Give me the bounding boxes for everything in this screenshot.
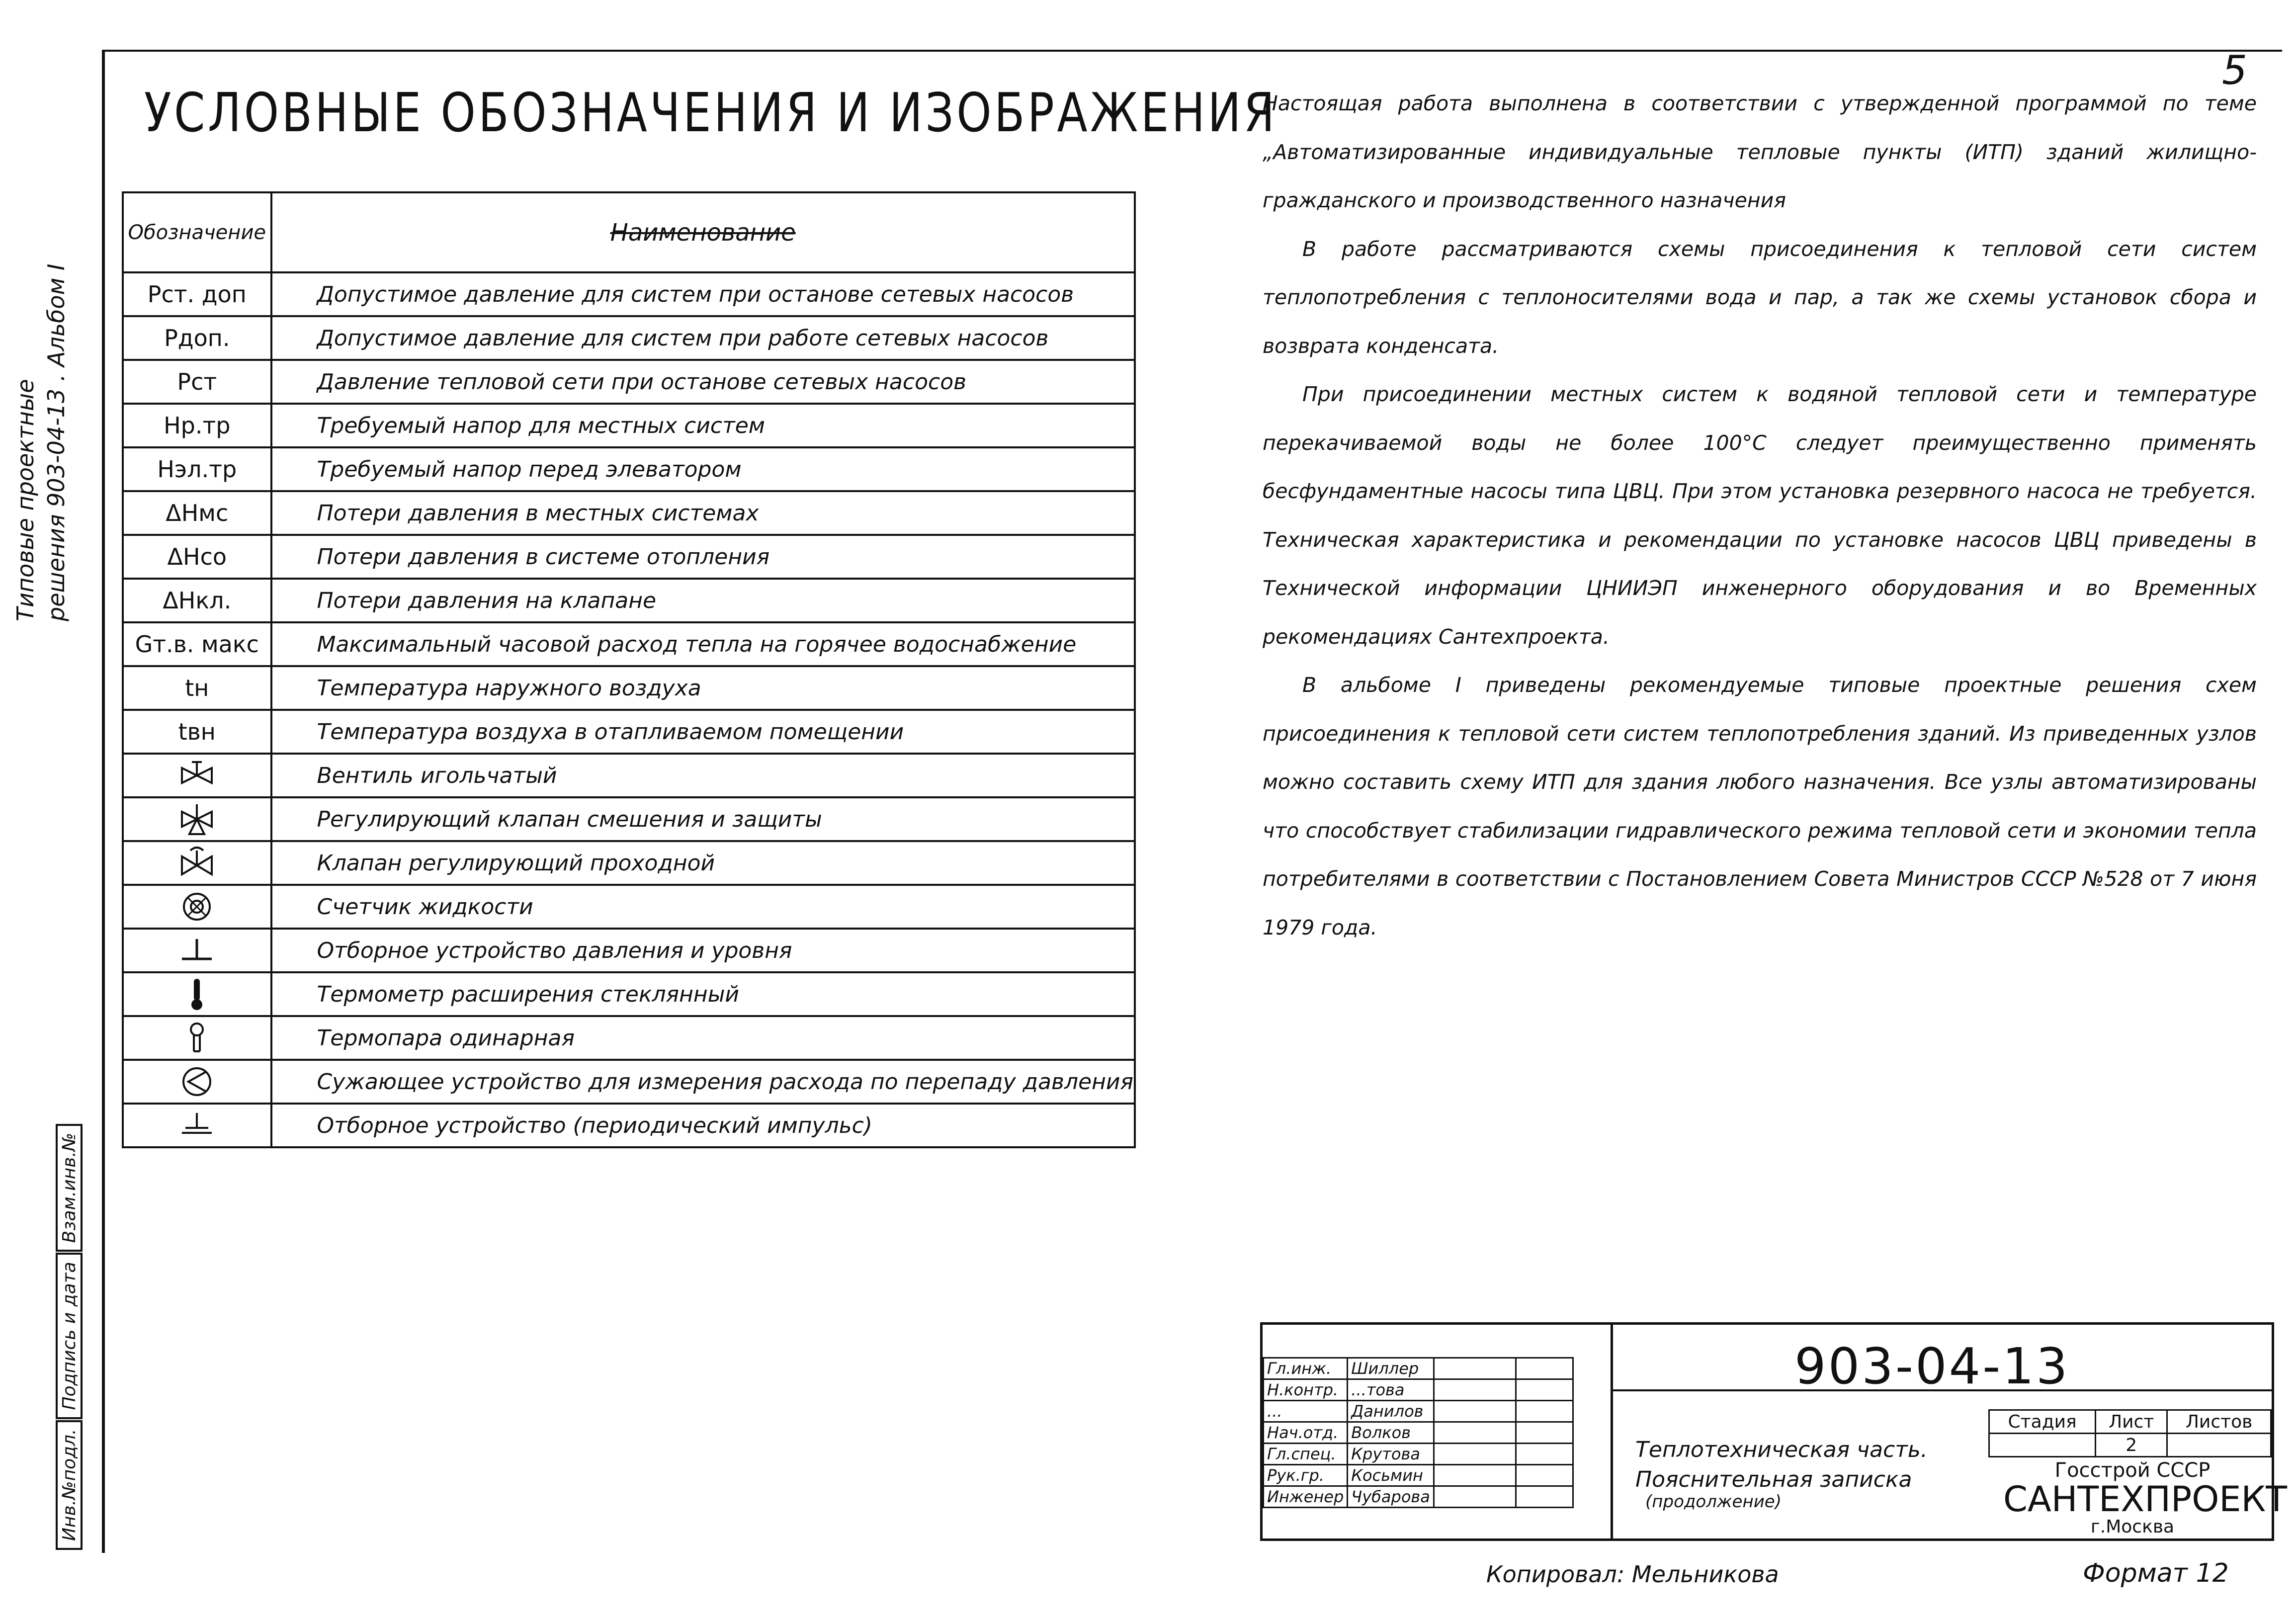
signature-row — [1264, 1486, 1573, 1508]
legend-name: Требуемый напор для местных систем — [271, 404, 1135, 447]
legend-name: Термопара одинарная — [271, 1016, 1135, 1060]
legend-name: Допустимое давление для систем при работе сетевых насосов — [271, 316, 1135, 360]
note-paragraph: В альбоме I приведены рекомендуемые типовые проектные решения схем присоединения к тепловой сети систем теплопотребления зданий. Из приведенных узлов можно составить схему ИТП для здания любого назначения. Все узлы автоматизированы что способствует стабилизации гидравлического режима тепловой сети и экономии тепла потребителями в соответствии с Постановлением Совета Министров СССР №528 от 7 июня 1979 года. — [1263, 673, 2257, 939]
legend-name: Допустимое давление для систем при останове сетевых насосов — [271, 272, 1135, 316]
pressure-tap-icon — [123, 929, 271, 972]
legend-row — [123, 316, 1135, 360]
legend-symbol: ΔНсо — [123, 535, 271, 579]
legend-name: Регулирующий клапан смешения и защиты — [271, 797, 1135, 841]
legend-name: Отборное устройство давления и уровня — [271, 929, 1135, 972]
thermocouple-icon — [123, 1016, 271, 1060]
legend-name: Требуемый напор перед элеватором — [271, 447, 1135, 491]
copied-by: Копировал: Мельникова — [1486, 1561, 1779, 1588]
legend-row — [123, 841, 1135, 885]
signature-name: Шиллер — [1348, 1358, 1434, 1379]
legend-name: Сужающее устройство для измерения расхода по перепаду давления — [271, 1060, 1135, 1104]
sheet-label: Лист — [2096, 1410, 2167, 1434]
date-cell — [1516, 1465, 1573, 1486]
signature-row — [1264, 1358, 1573, 1379]
note-paragraph: Настоящая работа выполнена в соответствии с утвержденной программой по теме „Автоматизированные индивидуальные тепловые пункты (ИТП) зданий жилищно-гражданского и производственного назначения — [1263, 91, 2257, 212]
date-cell — [1516, 1401, 1573, 1422]
legend-symbol: ΔНкл. — [123, 579, 271, 622]
page-number: 5 — [2222, 47, 2247, 93]
legend-row — [123, 579, 1135, 622]
stamp-cell: Инв.№подл. — [56, 1420, 83, 1550]
note-paragraph: При присоединении местных систем к водяной тепловой сети и температуре перекачиваемой воды не более 100°С следует преимущественно применять бесфундаментные насосы типа ЦВЦ. При этом установка резервного насоса не требуется. Техническая характеристика и рекомендации по установке насосов ЦВЦ приведены в Технической информации ЦНИИЭП инженерного оборудования и во Временных рекомендациях Сантехпроекта. — [1263, 382, 2257, 649]
signature-cell — [1434, 1444, 1516, 1465]
legend-name: Температура воздуха в отапливаемом помещении — [271, 710, 1135, 754]
sheet-info-table — [1988, 1409, 2272, 1457]
date-cell — [1516, 1444, 1573, 1465]
date-cell — [1516, 1486, 1573, 1508]
pulse-tap-icon — [123, 1104, 271, 1147]
approval-stamp — [55, 1123, 84, 1551]
signature-cell — [1434, 1465, 1516, 1486]
signature-cell — [1434, 1358, 1516, 1379]
legend-symbol: Рст — [123, 360, 271, 404]
signature-role: Гл.спец. — [1264, 1444, 1348, 1465]
legend-name: Термометр расширения стеклянный — [271, 972, 1135, 1016]
date-cell — [1516, 1379, 1573, 1401]
mixing-valve-icon — [123, 797, 271, 841]
legend-name: Клапан регулирующий проходной — [271, 841, 1135, 885]
signature-role: Инженер — [1264, 1486, 1348, 1508]
signature-row — [1264, 1422, 1573, 1444]
needle-valve-icon — [123, 754, 271, 797]
signature-role: Нач.отд. — [1264, 1422, 1348, 1444]
legend-row — [123, 272, 1135, 316]
legend-row — [123, 929, 1135, 972]
sheets-label: Листов — [2167, 1410, 2271, 1434]
thermometer-icon — [123, 972, 271, 1016]
signature-row — [1264, 1465, 1573, 1486]
legend-header-symbol: Обозначение — [123, 192, 271, 272]
legend-row — [123, 360, 1135, 404]
legend-row — [123, 491, 1135, 535]
legend-name: Потери давления на клапане — [271, 579, 1135, 622]
date-cell — [1516, 1358, 1573, 1379]
signature-role: Гл.инж. — [1264, 1358, 1348, 1379]
signature-row — [1264, 1444, 1573, 1465]
legend-symbol: ΔНмс — [123, 491, 271, 535]
sheet-value: 2 — [2096, 1434, 2167, 1457]
signature-name: Косьмин — [1348, 1465, 1434, 1486]
legend-row — [123, 797, 1135, 841]
signature-role: ... — [1264, 1401, 1348, 1422]
legend-row — [123, 710, 1135, 754]
legend-header-name: Наименование — [271, 192, 1135, 272]
signature-name: Чубарова — [1348, 1486, 1434, 1508]
paper-format: Формат 12 — [2083, 1558, 2229, 1588]
flow-meter-icon — [123, 885, 271, 929]
legend-row — [123, 1060, 1135, 1104]
note-paragraph: В работе рассматриваются схемы присоединения к тепловой сети систем теплопотребления с теплоносителями вода и пар, а так же схемы установок сбора и возврата конденсата. — [1263, 237, 2257, 358]
control-valve-icon — [123, 841, 271, 885]
legend-body — [123, 272, 1135, 1147]
sheets-value — [2167, 1434, 2271, 1457]
legend-row — [123, 666, 1135, 710]
legend-name: Давление тепловой сети при останове сетевых насосов — [271, 360, 1135, 404]
page-title: УСЛОВНЫЕ ОБОЗНАЧЕНИЯ И ИЗОБРАЖЕНИЯ — [144, 82, 1277, 144]
legend-row — [123, 622, 1135, 666]
legend-name: Вентиль игольчатый — [271, 754, 1135, 797]
work-title-block — [1635, 1439, 1928, 1513]
legend-name: Потери давления в местных системах — [271, 491, 1135, 535]
signature-name: Данилов — [1348, 1401, 1434, 1422]
signatures-table — [1263, 1357, 1574, 1508]
signature-name: Крутова — [1348, 1444, 1434, 1465]
signature-role: Н.контр. — [1264, 1379, 1348, 1401]
side-note-line: Типовые проектные — [12, 379, 39, 621]
legend-row — [123, 1104, 1135, 1147]
signature-row — [1264, 1401, 1573, 1422]
side-note-line: решения 903-04-13 . Альбом I — [43, 263, 70, 621]
legend-row — [123, 535, 1135, 579]
signature-name: ...това — [1348, 1379, 1434, 1401]
side-note — [10, 264, 72, 621]
work-note: (продолжение) — [1645, 1492, 1782, 1512]
explanatory-note — [1263, 80, 2257, 952]
legend-table — [122, 191, 1136, 1148]
signature-cell — [1434, 1422, 1516, 1444]
organization — [2003, 1459, 2287, 1537]
legend-symbol: Рдоп. — [123, 316, 271, 360]
org-name: САНТЕХПРОЕКТ — [2003, 1479, 2287, 1520]
legend-name: Потери давления в системе отопления — [271, 535, 1135, 579]
legend-symbol: Рст. доп — [123, 272, 271, 316]
legend-row — [123, 885, 1135, 929]
legend-row — [123, 754, 1135, 797]
legend-symbol: tн — [123, 666, 271, 710]
org-city: г.Москва — [2090, 1517, 2175, 1537]
signature-cell — [1434, 1486, 1516, 1508]
legend-name: Отборное устройство (периодический импульс) — [271, 1104, 1135, 1147]
signature-cell — [1434, 1401, 1516, 1422]
stage-label: Стадия — [1989, 1410, 2096, 1434]
date-cell — [1516, 1422, 1573, 1444]
work-subtitle: Пояснительная записка — [1635, 1467, 1912, 1492]
legend-name: Максимальный часовой расход тепла на горячее водоснабжение — [271, 622, 1135, 666]
legend-symbol: tвн — [123, 710, 271, 754]
stamp-cell: Взам.инв.№ — [56, 1124, 83, 1252]
legend-row — [123, 972, 1135, 1016]
stamp-cell: Подпись и дата — [56, 1253, 83, 1419]
legend-symbol: Нр.тр — [123, 404, 271, 447]
legend-symbol: Нэл.тр — [123, 447, 271, 491]
legend-name: Температура наружного воздуха — [271, 666, 1135, 710]
stage-value — [1989, 1434, 2096, 1457]
legend-row — [123, 1016, 1135, 1060]
document-number: 903-04-13 — [1794, 1337, 2070, 1395]
legend-name: Счетчик жидкости — [271, 885, 1135, 929]
legend-row — [123, 404, 1135, 447]
signature-row — [1264, 1379, 1573, 1401]
signature-name: Волков — [1348, 1422, 1434, 1444]
org-ministry: Госстрой СССР — [2054, 1459, 2211, 1482]
orifice-icon — [123, 1060, 271, 1104]
legend-row — [123, 447, 1135, 491]
work-title: Теплотехническая часть. — [1635, 1437, 1928, 1462]
signature-role: Рук.гр. — [1264, 1465, 1348, 1486]
legend-symbol: Gт.в. макс — [123, 622, 271, 666]
signature-cell — [1434, 1379, 1516, 1401]
